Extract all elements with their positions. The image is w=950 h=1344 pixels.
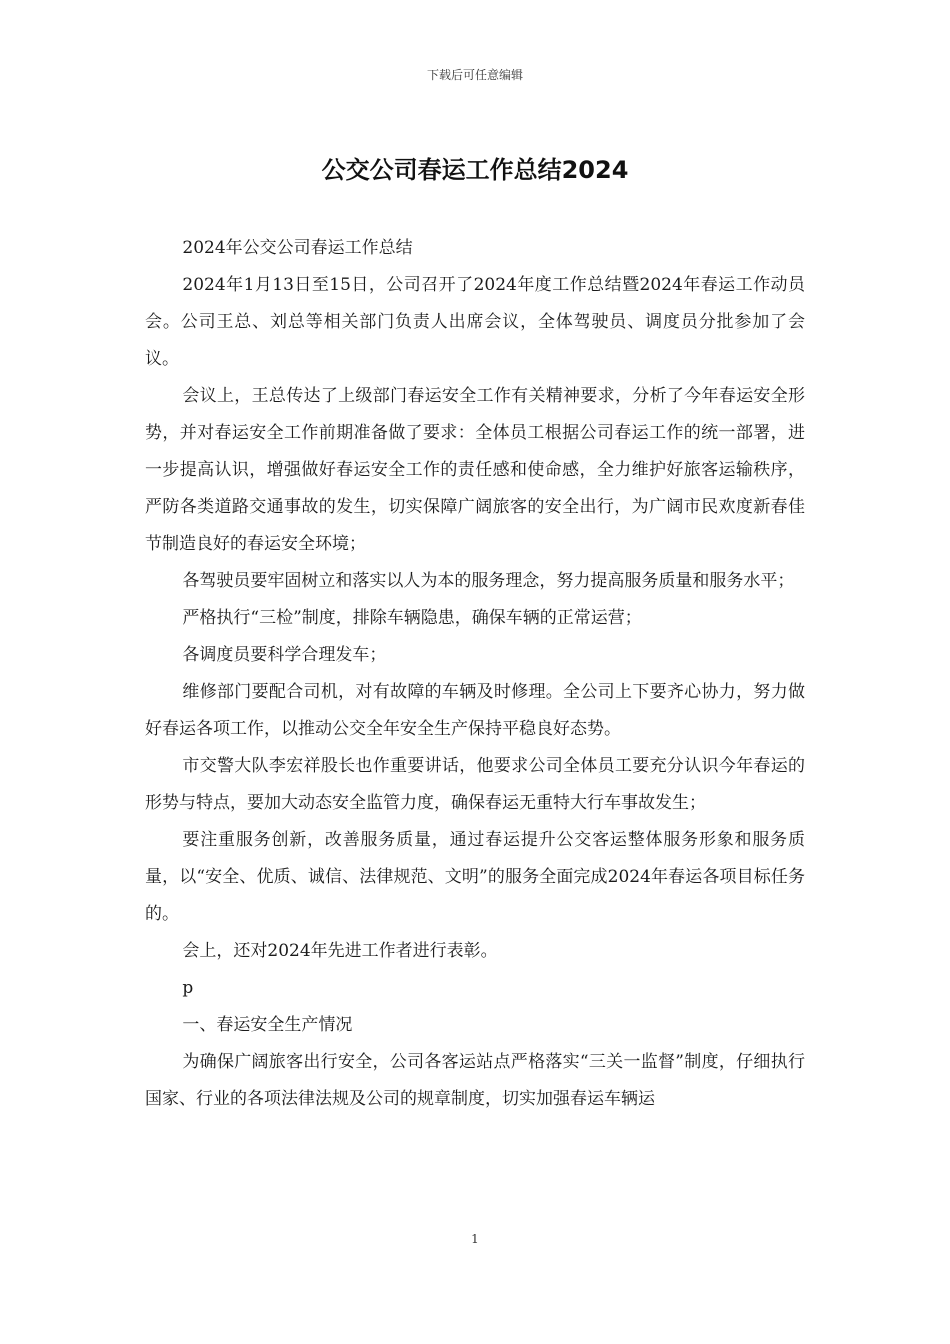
paragraph: p: [182, 978, 194, 998]
section-heading: 一、春运安全生产情况: [182, 1015, 353, 1035]
paragraph: 为确保广阔旅客出行安全，公司各客运站点严格落实“三关一监督”制度，仔细执行国家、行业的各项法律法规及公司的规章制度，切实加强春运车辆运: [145, 1052, 805, 1109]
document-title: 公交公司春运工作总结2024: [321, 156, 629, 184]
paragraph: 各驾驶员要牢固树立和落实以人为本的服务理念，努力提高服务质量和服务水平；: [182, 571, 795, 591]
paragraph: 维修部门要配合司机，对有故障的车辆及时修理。全公司上下要齐心协力，努力做好春运各项工作，以推动公交全年安全生产保持平稳良好态势。: [145, 682, 805, 739]
header-note: 下载后可任意编辑: [426, 68, 523, 82]
paragraph: 会议上，王总传达了上级部门春运安全工作有关精神要求，分析了今年春运安全形势，并对春运安全工作前期准备做了要求：全体员工根据公司春运工作的统一部署，进一步提高认识，增强做好春运安全工作的责任感和使命感，全力维护好旅客运输秩序，严防各类道路交通事故的发生，切实保障广阔旅客的安全出行，为广阔市民欢度新春佳节制造良好的春运安全环境；: [145, 386, 805, 554]
paragraph: 会上，还对2024年先进工作者进行表彰。: [182, 941, 498, 961]
paragraph: 2024年公交公司春运工作总结: [182, 238, 413, 258]
paragraph: 各调度员要科学合理发车；: [182, 645, 387, 665]
page-number: 1: [471, 1232, 479, 1246]
paragraph: 2024年1月13日至15日，公司召开了2024年度工作总结暨2024年春运工作动员会。公司王总、刘总等相关部门负责人出席会议，全体驾驶员、调度员分批参加了会议。: [145, 275, 805, 369]
document-body: [145, 230, 805, 1118]
paragraph: 要注重服务创新，改善服务质量，通过春运提升公交客运整体服务形象和服务质量，以“安全、优质、诚信、法律规范、文明”的服务全面完成2024年春运各项目标任务的。: [145, 830, 805, 924]
paragraph: 市交警大队李宏祥股长也作重要讲话，他要求公司全体员工要充分认识今年春运的形势与特点，要加大动态安全监管力度，确保春运无重特大行车事故发生；: [145, 756, 805, 813]
paragraph: 严格执行“三检”制度，排除车辆隐患，确保车辆的正常运营；: [182, 608, 642, 628]
